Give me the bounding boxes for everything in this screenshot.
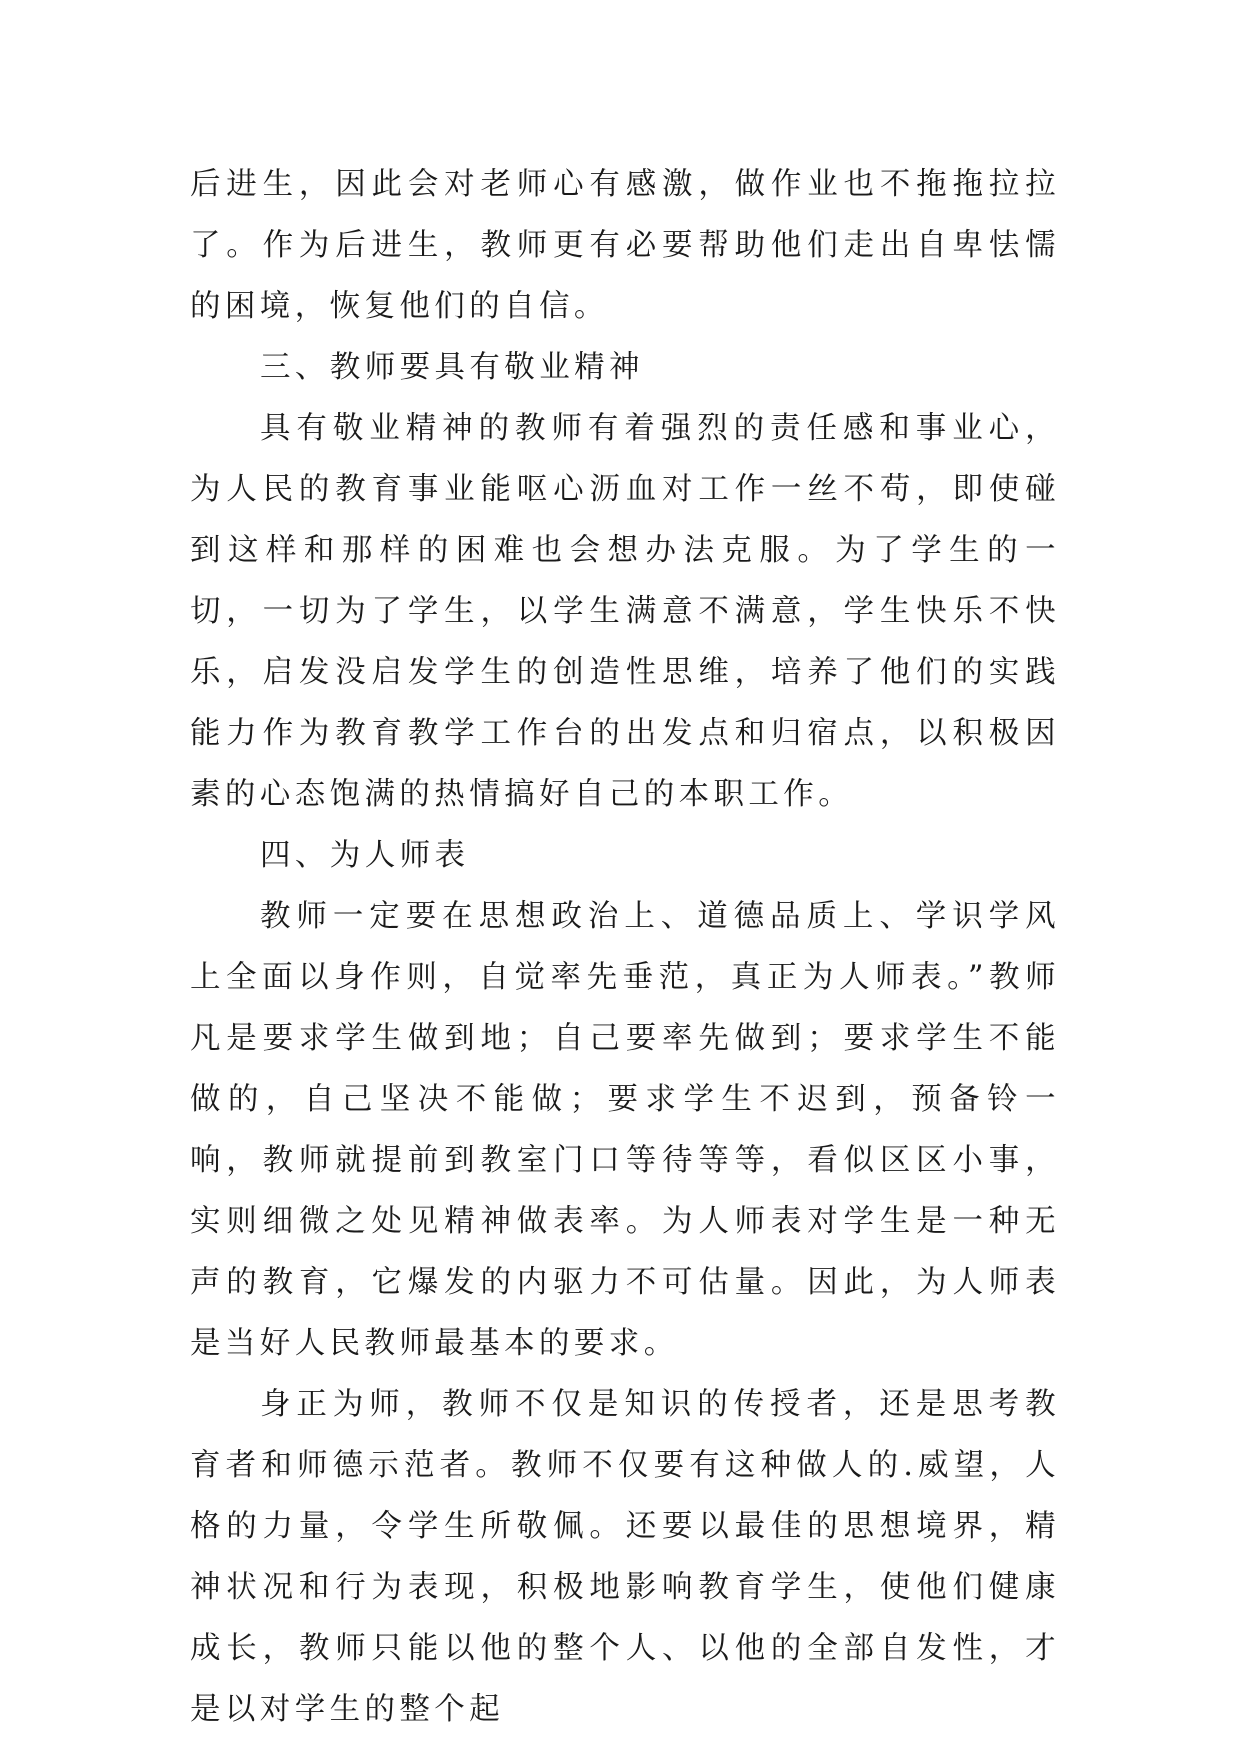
paragraph-dedication: 具有敬业精神的教师有着强烈的责任感和事业心，为人民的教育事业能呕心沥血对工作一丝不苟，即使碰到这样和那样的困难也会想办法克服。为了学生的一切，一切为了学生，以学生满意不满意，学生快乐不快乐，启发没启发学生的创造性思维，培养了他们的实践能力作为教育教学工作台的出发点和归宿点，以积极因素的心态饱满的热情搞好自己的本职工作。 [190, 411, 1060, 812]
section-heading-4: 四、为人师表 [260, 838, 470, 873]
paragraph-role-model: 教师一定要在思想政治上、道德品质上、学识学风上全面以身作则，自觉率先垂范，真正为人师表。”教师凡是要求学生做到地；自己要率先做到；要求学生不能做的，自己坚决不能做；要求学生不迟到，预备铃一响，教师就提前到教室门口等待等等，看似区区小事，实则细微之处见精神做表率。为人师表对学生是一种无声的教育，它爆发的内驱力不可估量。因此，为人师表是当好人民教师最基本的要求。 [190, 899, 1060, 1361]
document-page [190, 154, 1060, 1740]
section-heading-3: 三、教师要具有敬业精神 [260, 350, 644, 385]
paragraph-upright-teacher: 身正为师，教师不仅是知识的传授者，还是思考教育者和师德示范者。教师不仅要有这种做人的.威望，人格的力量，令学生所敬佩。还要以最佳的思想境界，精神状况和行为表现，积极地影响教育学生，使他们健康成长，教师只能以他的整个人、以他的全部自发性，才是以对学生的整个起 [190, 1387, 1060, 1727]
paragraph-continuation: 后进生，因此会对老师心有感激，做作业也不拖拖拉拉了。作为后进生，教师更有必要帮助他们走出自卑怯懦的困境，恢复他们的自信。 [190, 167, 1060, 324]
